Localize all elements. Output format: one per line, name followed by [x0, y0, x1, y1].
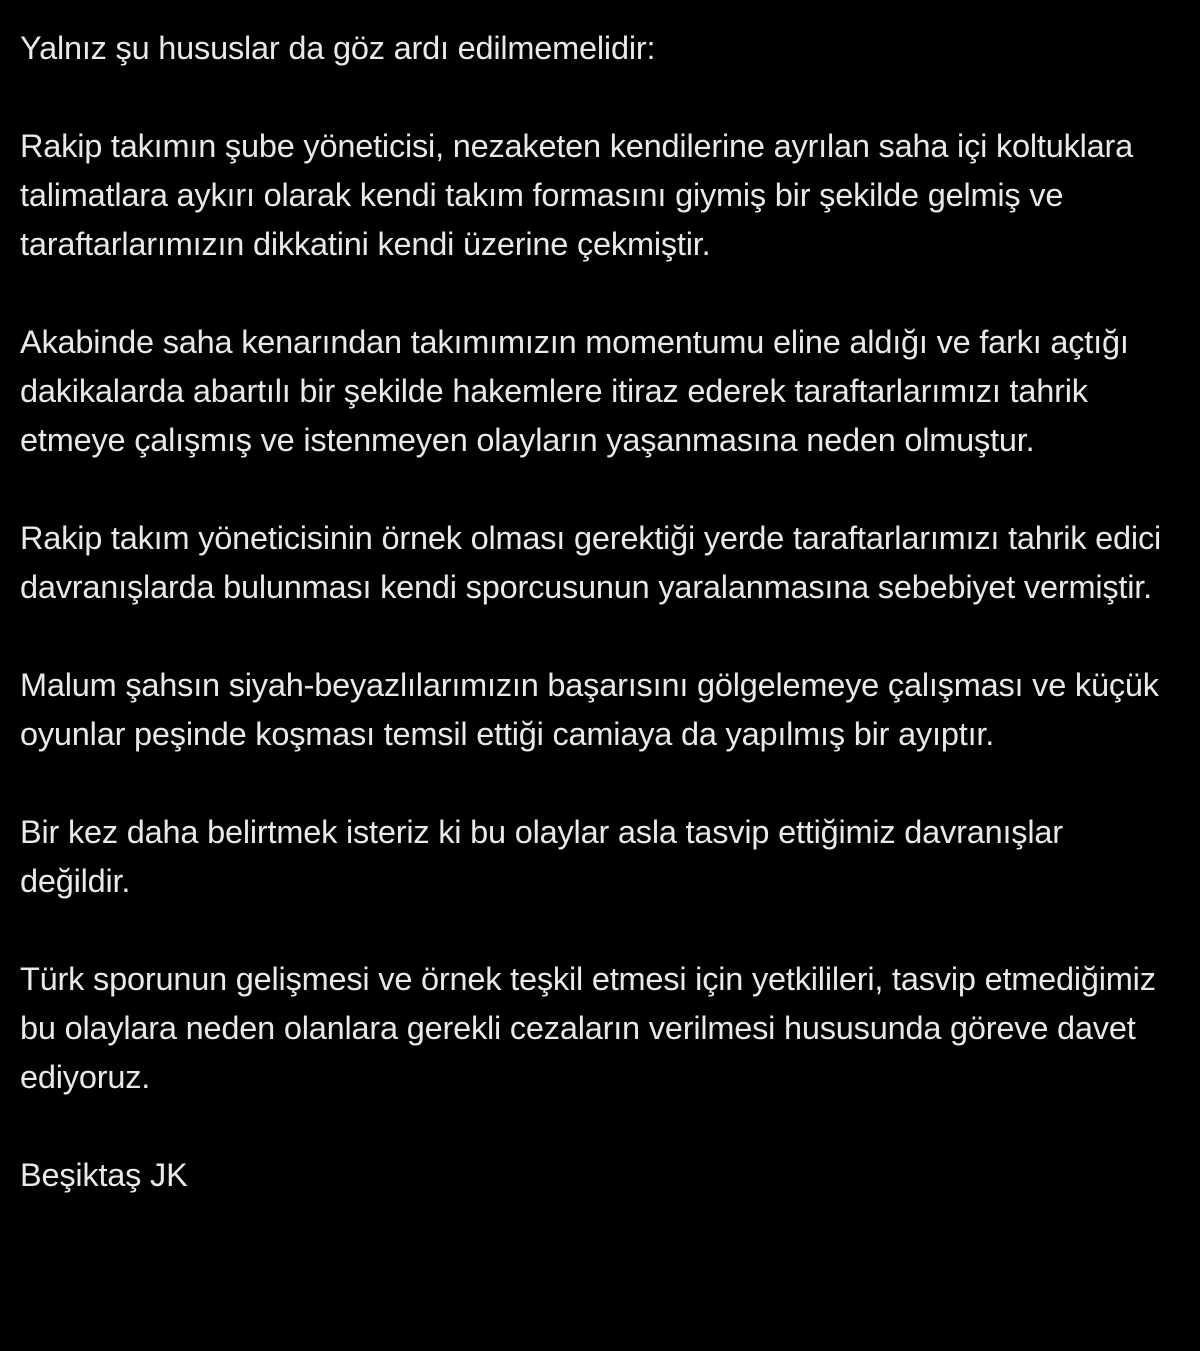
paragraph-shame: Malum şahsın siyah-beyazlılarımızın başarısını gölgelemeye çalışması ve küçük oyunlar peşinde koşması temsil ettiği camiaya da yapılmış bir ayıptır.: [20, 667, 1159, 752]
paragraph-call-to-action: Türk sporunun gelişmesi ve örnek teşkil etmesi için yetkilileri, tasvip etmediğimiz bu olaylara neden olanlara gerekli cezaların verilmesi hususunda göreve davet ediyoruz.: [20, 961, 1156, 1095]
paragraph-disapproval: Bir kez daha belirtmek isteriz ki bu olaylar asla tasvip ettiğimiz davranışlar değildir.: [20, 814, 1063, 899]
signature: Beşiktaş JK: [20, 1157, 188, 1193]
paragraph-intro: Yalnız şu hususlar da göz ardı edilmemelidir:: [20, 30, 656, 66]
paragraph-manager-jersey: Rakip takımın şube yöneticisi, nezaketen kendilerine ayrılan saha içi koltuklara talimatlara aykırı olarak kendi takım formasını giymiş bir şekilde gelmiş ve taraftarlarımızın dikkatini kendi üzerine çekmiştir.: [20, 128, 1134, 262]
paragraph-referee-objection: Akabinde saha kenarından takımımızın momentumu eline aldığı ve farkı açtığı dakikalarda abartılı bir şekilde hakemlere itiraz ederek taraftarlarımızı tahrik etmeye çalışmış ve istenmeyen olayların yaşanmasına neden olmuştur.: [20, 324, 1129, 458]
post-body: [20, 24, 1180, 1200]
paragraph-provocation: Rakip takım yöneticisinin örnek olması gerektiği yerde taraftarlarımızı tahrik edici davranışlarda bulunması kendi sporcusunun yaralanmasına sebebiyet vermiştir.: [20, 520, 1162, 605]
